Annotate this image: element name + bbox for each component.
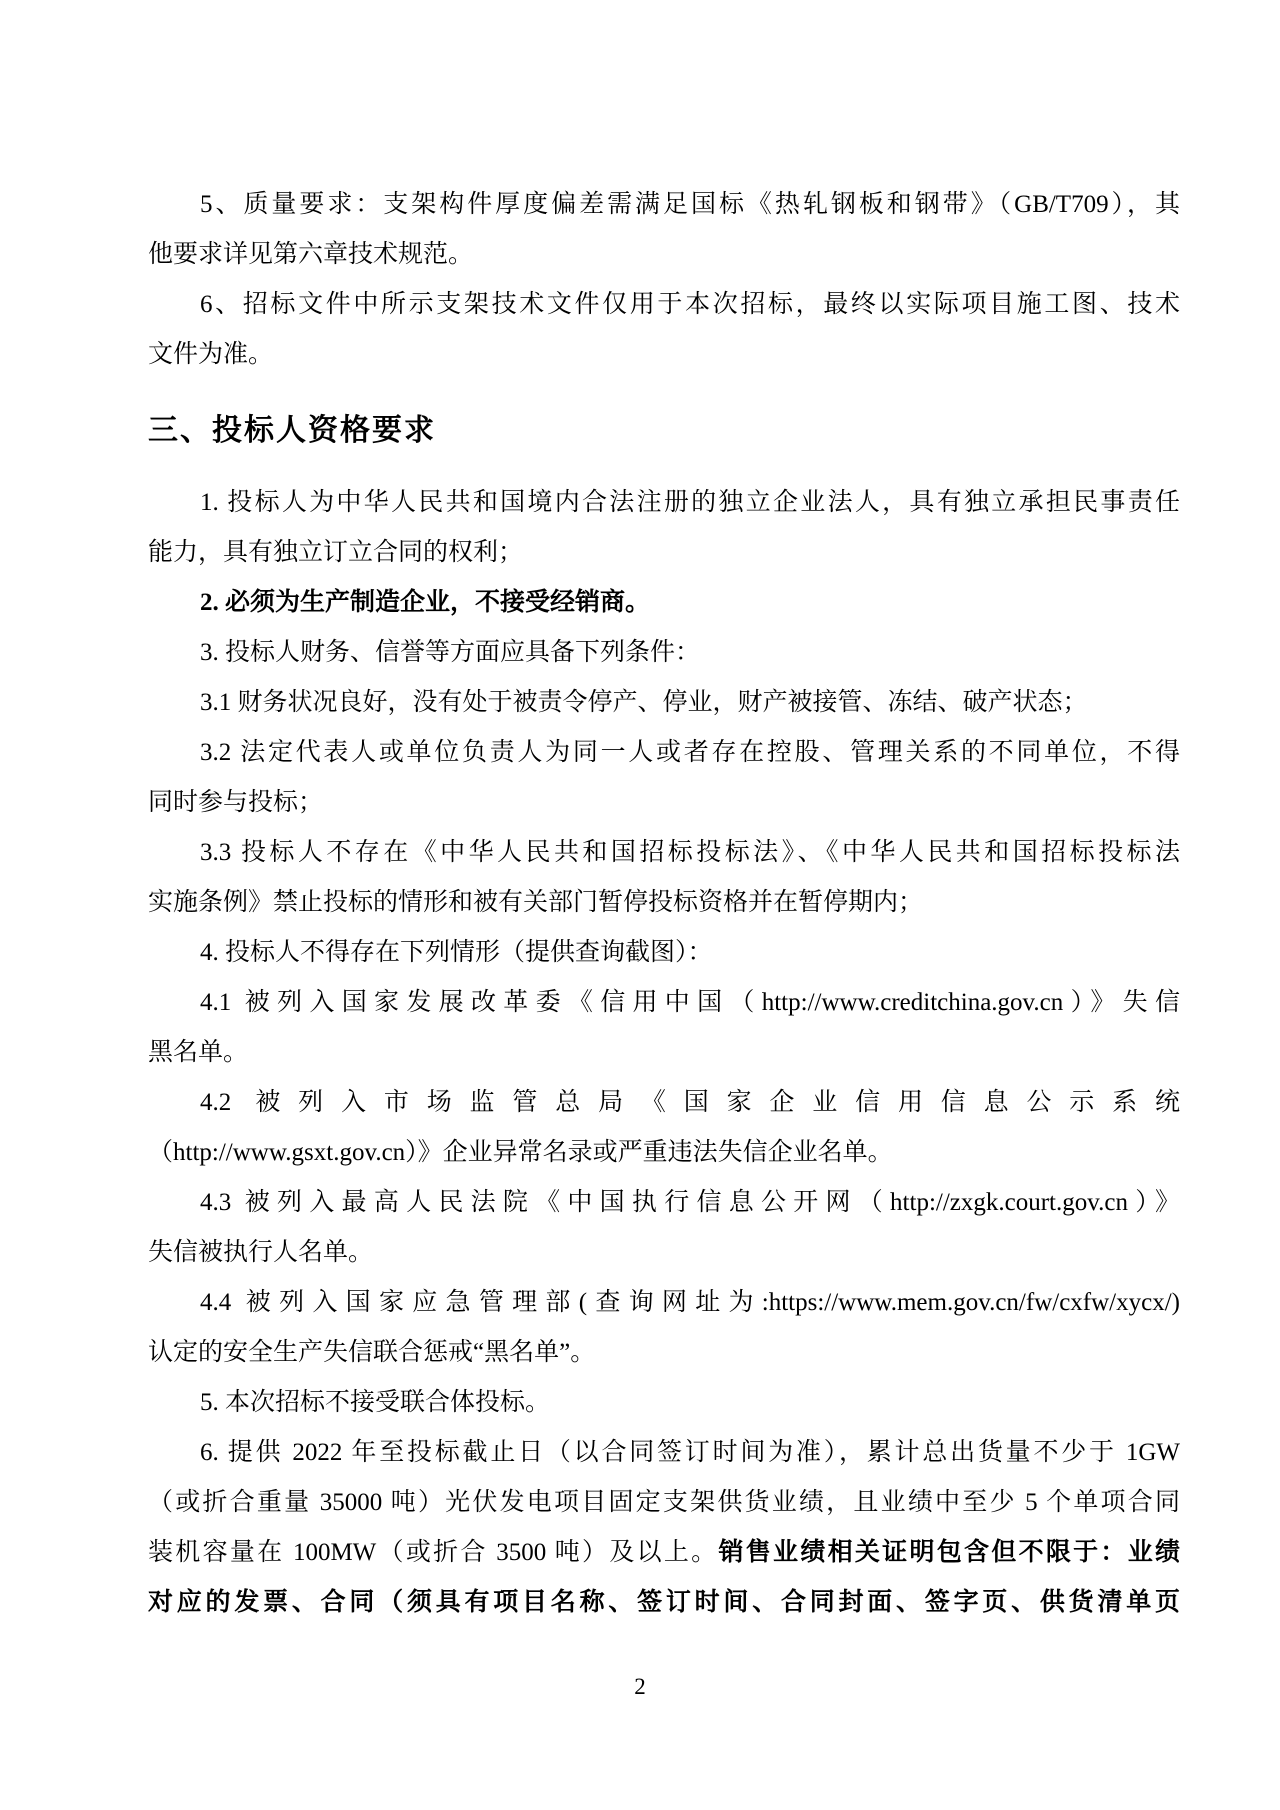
text-run: 同时参与投标；	[148, 789, 324, 816]
para-5-no-consortium-bid	[148, 1378, 1180, 1428]
bold-text-run: 对应的发票、合同（须具有项目名称、签订时间、合同封面、签字页、供货清单页	[148, 1589, 1180, 1616]
para-4-2-gsxt-abnormal-list	[148, 1078, 1180, 1178]
para-4-3-court-dishonest-list	[148, 1178, 1180, 1278]
para-4-no-following-situations	[148, 928, 1180, 978]
text-line	[148, 1328, 1180, 1378]
text-run: （或折合重量 35000 吨）光伏发电项目固定支架供货业绩，且业绩中至少 5 个单项合同	[148, 1489, 1180, 1516]
para-4-1-creditchina-blacklist	[148, 978, 1180, 1078]
text-line	[148, 1278, 1180, 1328]
text-run: 实施条例》禁止投标的情形和被有关部门暂停投标资格并在暂停期内；	[148, 889, 924, 916]
text-line	[148, 1478, 1180, 1528]
text-run: 能力，具有独立订立合同的权利；	[148, 539, 524, 566]
text-run: 4.4 被列入国家应急管理部(查询网址为:https://www.mem.gov.cn/fw/cxfw/xycx/)	[200, 1289, 1180, 1316]
text-run: 3.1 财务状况良好，没有处于被责令停产、停业，财产被接管、冻结、破产状态；	[200, 689, 1088, 716]
bold-text-run: 2. 必须为生产制造企业，不接受经销商。	[200, 589, 651, 616]
text-line	[148, 280, 1180, 330]
text-run: 1. 投标人为中华人民共和国境内合法注册的独立企业法人，具有独立承担民事责任	[200, 489, 1180, 516]
para-4-4-mem-blacklist	[148, 1278, 1180, 1378]
text-run: 装机容量在 100MW（或折合 3500 吨）及以上。	[148, 1539, 719, 1566]
text-line	[148, 728, 1180, 778]
text-line	[148, 628, 1180, 678]
text-line	[148, 230, 1180, 280]
document-content	[148, 180, 1180, 1628]
para-2-must-be-manufacturer	[148, 578, 1180, 628]
para-1-independent-legal-entity	[148, 478, 1180, 578]
text-run: 3.3 投标人不存在《中华人民共和国招标投标法》、《中华人民共和国招标投标法	[200, 839, 1180, 866]
text-run: 6、招标文件中所示支架技术文件仅用于本次招标，最终以实际项目施工图、技术	[200, 291, 1180, 318]
text-line	[148, 330, 1180, 380]
text-run: 4. 投标人不得存在下列情形（提供查询截图）：	[200, 939, 713, 966]
text-line	[148, 978, 1180, 1028]
para-3-1-financial-status	[148, 678, 1180, 728]
text-line	[148, 1128, 1180, 1178]
bold-text-run: 销售业绩相关证明包含但不限于：业绩	[718, 1539, 1180, 1566]
text-line	[148, 528, 1180, 578]
para-6-supply-performance	[148, 1428, 1180, 1628]
text-line	[148, 1378, 1180, 1428]
page-number: 2	[634, 1674, 646, 1699]
text-line	[148, 180, 1180, 230]
text-run: 5. 本次招标不接受联合体投标。	[200, 1389, 551, 1416]
section-heading-bidder-qualification: 三、投标人资格要求	[148, 414, 436, 447]
text-line	[148, 1178, 1180, 1228]
para-3-3-no-prohibited-situation	[148, 828, 1180, 928]
text-run: 6. 提供 2022 年至投标截止日（以合同签订时间为准），累计总出货量不少于 1GW	[200, 1439, 1180, 1466]
text-line	[148, 1228, 1180, 1278]
text-line	[148, 878, 1180, 928]
text-run: 4.2 被列入市场监管总局《国家企业信用信息公示系统	[200, 1089, 1180, 1116]
text-run: 认定的安全生产失信联合惩戒“黑名单”。	[148, 1339, 596, 1366]
text-run: （http://www.gsxt.gov.cn）》企业异常名录或严重违法失信企业名单。	[148, 1139, 893, 1166]
text-run: 他要求详见第六章技术规范。	[148, 241, 474, 268]
text-run: 5、质量要求：支架构件厚度偏差需满足国标《热轧钢板和钢带》（GB/T709），其	[200, 191, 1180, 218]
text-line	[148, 1528, 1180, 1578]
text-run: 文件为准。	[148, 341, 274, 368]
text-line	[148, 1428, 1180, 1478]
text-line	[148, 778, 1180, 828]
text-line	[148, 1028, 1180, 1078]
text-run: 3. 投标人财务、信誉等方面应具备下列条件：	[200, 639, 701, 666]
text-run: 黑名单。	[148, 1039, 249, 1066]
text-run: 失信被执行人名单。	[148, 1239, 374, 1266]
text-line	[148, 478, 1180, 528]
text-line	[148, 678, 1180, 728]
text-line	[148, 1078, 1180, 1128]
text-line	[148, 578, 1180, 628]
text-run: 4.1 被列入国家发展改革委《信用中国（http://www.creditchina.gov.cn）》失信	[200, 989, 1180, 1016]
text-run: 3.2 法定代表人或单位负责人为同一人或者存在控股、管理关系的不同单位，不得	[200, 739, 1180, 766]
para-6-tender-doc-scope	[148, 280, 1180, 380]
text-line	[148, 1578, 1180, 1628]
para-3-2-same-legal-representative	[148, 728, 1180, 828]
text-run: 4.3 被列入最高人民法院《中国执行信息公开网（http://zxgk.court.gov.cn）》	[200, 1189, 1180, 1216]
text-line	[148, 928, 1180, 978]
text-line	[148, 828, 1180, 878]
para-3-finance-credit-conditions	[148, 628, 1180, 678]
para-5-quality-requirement	[148, 180, 1180, 280]
